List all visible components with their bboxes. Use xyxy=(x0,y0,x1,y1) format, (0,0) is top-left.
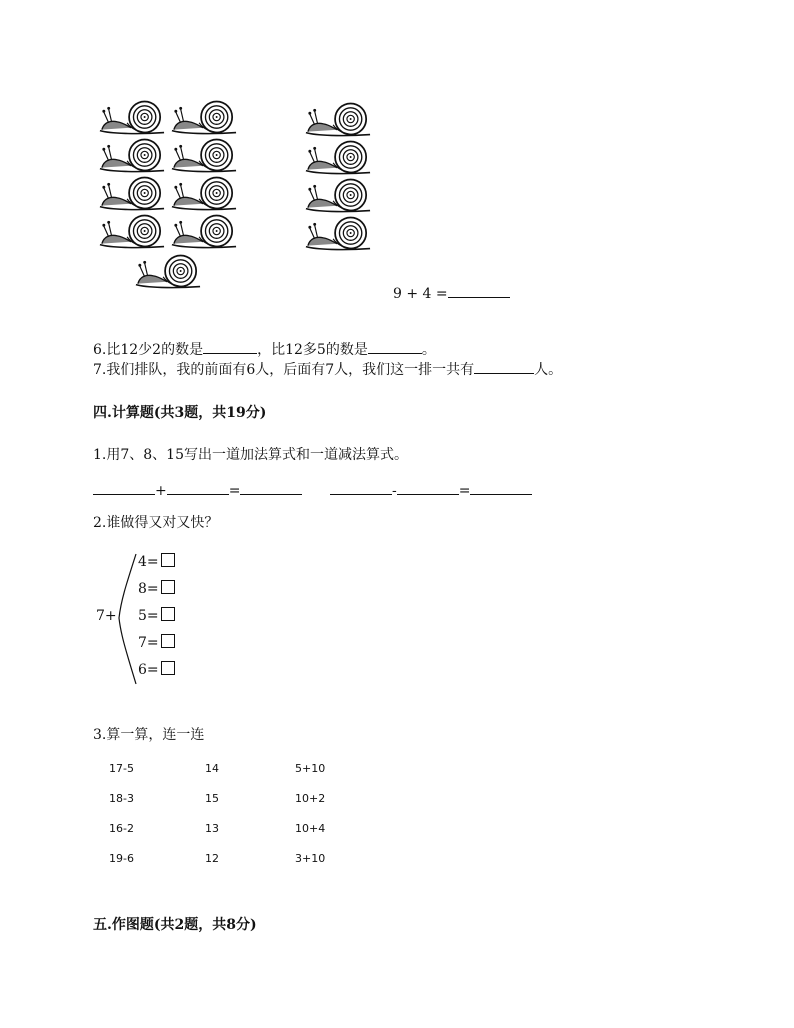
snail-illustration xyxy=(96,96,386,296)
calc-2-prompt: 2.谁做得又对又快？ xyxy=(93,515,219,531)
calc-1-prompt: 1.用7、8、15写出一道加法算式和一道减法算式。 xyxy=(93,447,408,463)
branch-5-text: 6= xyxy=(138,662,159,678)
snail-icon xyxy=(170,212,238,252)
snail-icon xyxy=(170,136,238,176)
subtraction-blank-2[interactable] xyxy=(397,480,459,495)
answer-box[interactable] xyxy=(161,553,175,567)
snail-icon xyxy=(170,98,238,138)
branch-5 xyxy=(138,661,175,678)
branch-2-text: 8= xyxy=(138,581,159,597)
snail-icon xyxy=(304,100,372,140)
snail-icon xyxy=(304,176,372,216)
calc-1-addition xyxy=(93,480,302,499)
matching-middle-2[interactable]: 15 xyxy=(205,792,219,805)
snail-icon xyxy=(134,252,202,292)
snail-icon xyxy=(98,136,166,176)
section-5-title: 五.作图题(共2题，共8分) xyxy=(93,917,257,933)
calc-3-prompt: 3.算一算，连一连 xyxy=(93,727,205,743)
answer-box[interactable] xyxy=(161,634,175,648)
matching-middle-1[interactable]: 14 xyxy=(205,762,219,775)
snail-icon xyxy=(98,174,166,214)
addition-blank-1[interactable] xyxy=(93,480,155,495)
q6-text-1: 6.比12少2的数是 xyxy=(93,342,204,358)
minus-sign: - xyxy=(392,483,397,499)
q6-blank-2[interactable] xyxy=(368,339,422,354)
branch-4-text: 7= xyxy=(138,635,159,651)
branch-3-text: 5= xyxy=(138,608,159,624)
snail-icon xyxy=(98,98,166,138)
q6-blank-1[interactable] xyxy=(203,339,257,354)
tree-brace xyxy=(117,552,139,686)
q6-text-2: ，比12多5的数是 xyxy=(257,342,368,358)
q7-text-2: 人。 xyxy=(534,362,563,378)
q6-text-3: 。 xyxy=(421,342,436,358)
snail-equation xyxy=(393,283,510,302)
calc-2-tree xyxy=(93,550,213,686)
answer-box[interactable] xyxy=(161,661,175,675)
addition-blank-3[interactable] xyxy=(240,480,302,495)
answer-box[interactable] xyxy=(161,580,175,594)
subtraction-blank-3[interactable] xyxy=(470,480,532,495)
snail-icon xyxy=(304,214,372,254)
snail-icon xyxy=(170,174,238,214)
q7-text-1: 7.我们排队，我的前面有6人，后面有7人，我们这一排一共有 xyxy=(93,362,475,378)
question-6 xyxy=(93,339,436,359)
snail-equation-text: 9 + 4 = xyxy=(393,286,448,302)
branch-4 xyxy=(138,634,175,651)
section-4-title: 四.计算题(共3题，共19分) xyxy=(93,405,267,421)
calc-1-subtraction xyxy=(330,480,532,499)
plus-sign: + xyxy=(155,483,167,499)
equals-sign: = xyxy=(228,483,241,499)
branch-3 xyxy=(138,607,175,624)
matching-left-2[interactable]: 18-3 xyxy=(109,792,134,805)
snail-answer-blank[interactable] xyxy=(448,283,510,298)
matching-left-4[interactable]: 19-6 xyxy=(109,852,134,865)
snail-icon xyxy=(98,212,166,252)
matching-right-2[interactable]: 10+2 xyxy=(295,792,326,805)
subtraction-blank-1[interactable] xyxy=(330,480,392,495)
matching-middle-3[interactable]: 13 xyxy=(205,822,219,835)
matching-right-1[interactable]: 5+10 xyxy=(295,762,326,775)
matching-right-3[interactable]: 10+4 xyxy=(295,822,326,835)
answer-box[interactable] xyxy=(161,607,175,621)
matching-middle-4[interactable]: 12 xyxy=(205,852,219,865)
matching-right-4[interactable]: 3+10 xyxy=(295,852,326,865)
question-7 xyxy=(93,359,562,379)
equals-sign: = xyxy=(458,483,471,499)
branch-2 xyxy=(138,580,175,597)
branch-1-text: 4= xyxy=(138,554,159,570)
q7-blank[interactable] xyxy=(474,359,534,374)
matching-left-1[interactable]: 17-5 xyxy=(109,762,134,775)
addition-blank-2[interactable] xyxy=(167,480,229,495)
tree-root: 7+ xyxy=(96,608,117,624)
snail-icon xyxy=(304,138,372,178)
branch-1 xyxy=(138,553,175,570)
matching-left-3[interactable]: 16-2 xyxy=(109,822,134,835)
